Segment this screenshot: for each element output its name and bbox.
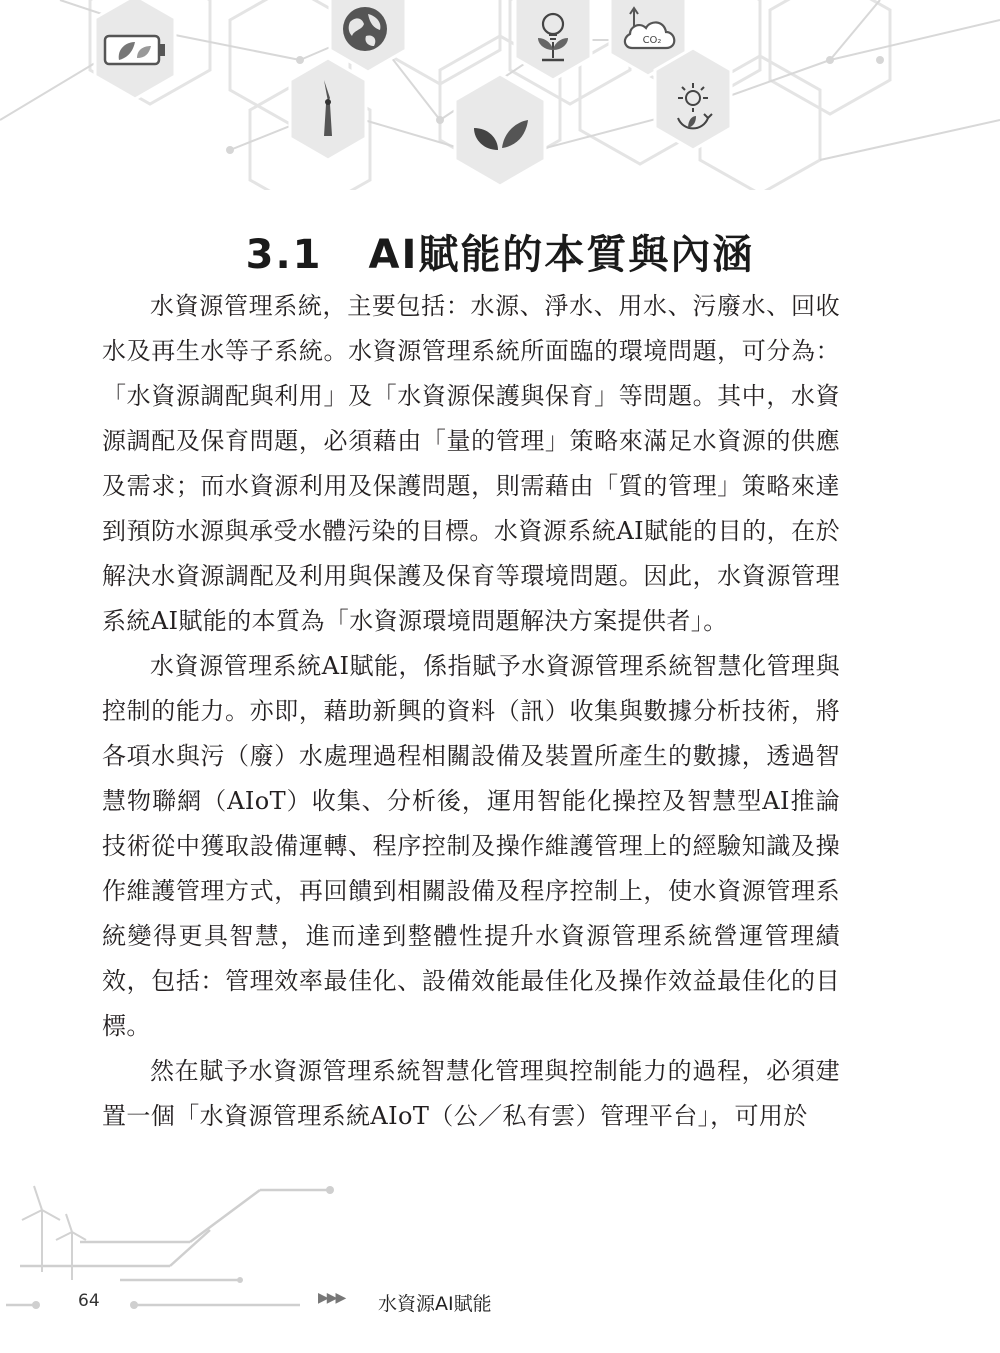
section-title: AI賦能的本質與內涵 [368,231,755,278]
paragraph-2: 水資源管理系統AI賦能，係指賦予水資源管理系統智慧化管理與控制的能力。亦即，藉助新興的資料（訊）收集與數據分析技術，將各項水與污（廢）水處理過程相關設備及裝置所產生的數據，透過智慧物聯網（AIoT）收集、分析後，運用智能化操控及智慧型AI推論技術從中獲取設備運轉、程序控制及操作維護管理上的經驗知識及操作維護管理方式，再回饋到相關設備及程序控制上，使水資源管理系統變得更具智慧，進而達到整體性提升水資源管理系統營運管理績效，包括：管理效率最佳化、設備效能最佳化及操作效益最佳化的目標。 [102,652,840,1040]
header-decoration [0,0,1000,190]
co2-cloud-icon [620,4,680,56]
lightbulb-plant-icon [530,8,576,64]
wind-turbine-icon [304,78,352,140]
globe-icon [340,4,390,54]
body-text [102,284,840,1139]
section-number: 3.1 [245,231,323,278]
battery-leaf-icon [103,30,167,70]
paragraph-3: 然在賦予水資源管理系統智慧化管理與控制能力的過程，必須建置一個「水資源管理系統AIoT（公／私有雲）管理平台」，可用於 [102,1057,840,1130]
paragraph-1: 水資源管理系統，主要包括：水源、淨水、用水、污廢水、回收水及再生水等子系統。水資源管理系統所面臨的環境問題，可分為：「水資源調配與利用」及「水資源保護與保育」等問題。其中，水資源調配及保育問題，必須藉由「量的管理」策略來滿足水資源的供應及需求；而水資源利用及保護問題，則需藉由「質的管理」策略來達到預防水源與承受水體污染的目標。水資源系統AI賦能的目的，在於解決水資源調配及利用與保護及保育等環境問題。因此，水資源管理系統AI賦能的本質為「水資源環境問題解決方案提供者」。 [102,292,840,635]
running-book-title: 水資源AI賦能 [378,1293,492,1315]
footer-arrows-icon: ▶▶▶ [318,1290,345,1306]
sun-recycle-icon [668,80,718,136]
footer-decoration [0,1180,1000,1353]
section-heading [0,223,1000,280]
svg-text:CO₂: CO₂ [642,35,662,46]
page-number: 64 [78,1291,100,1311]
leaves-icon [470,112,530,152]
